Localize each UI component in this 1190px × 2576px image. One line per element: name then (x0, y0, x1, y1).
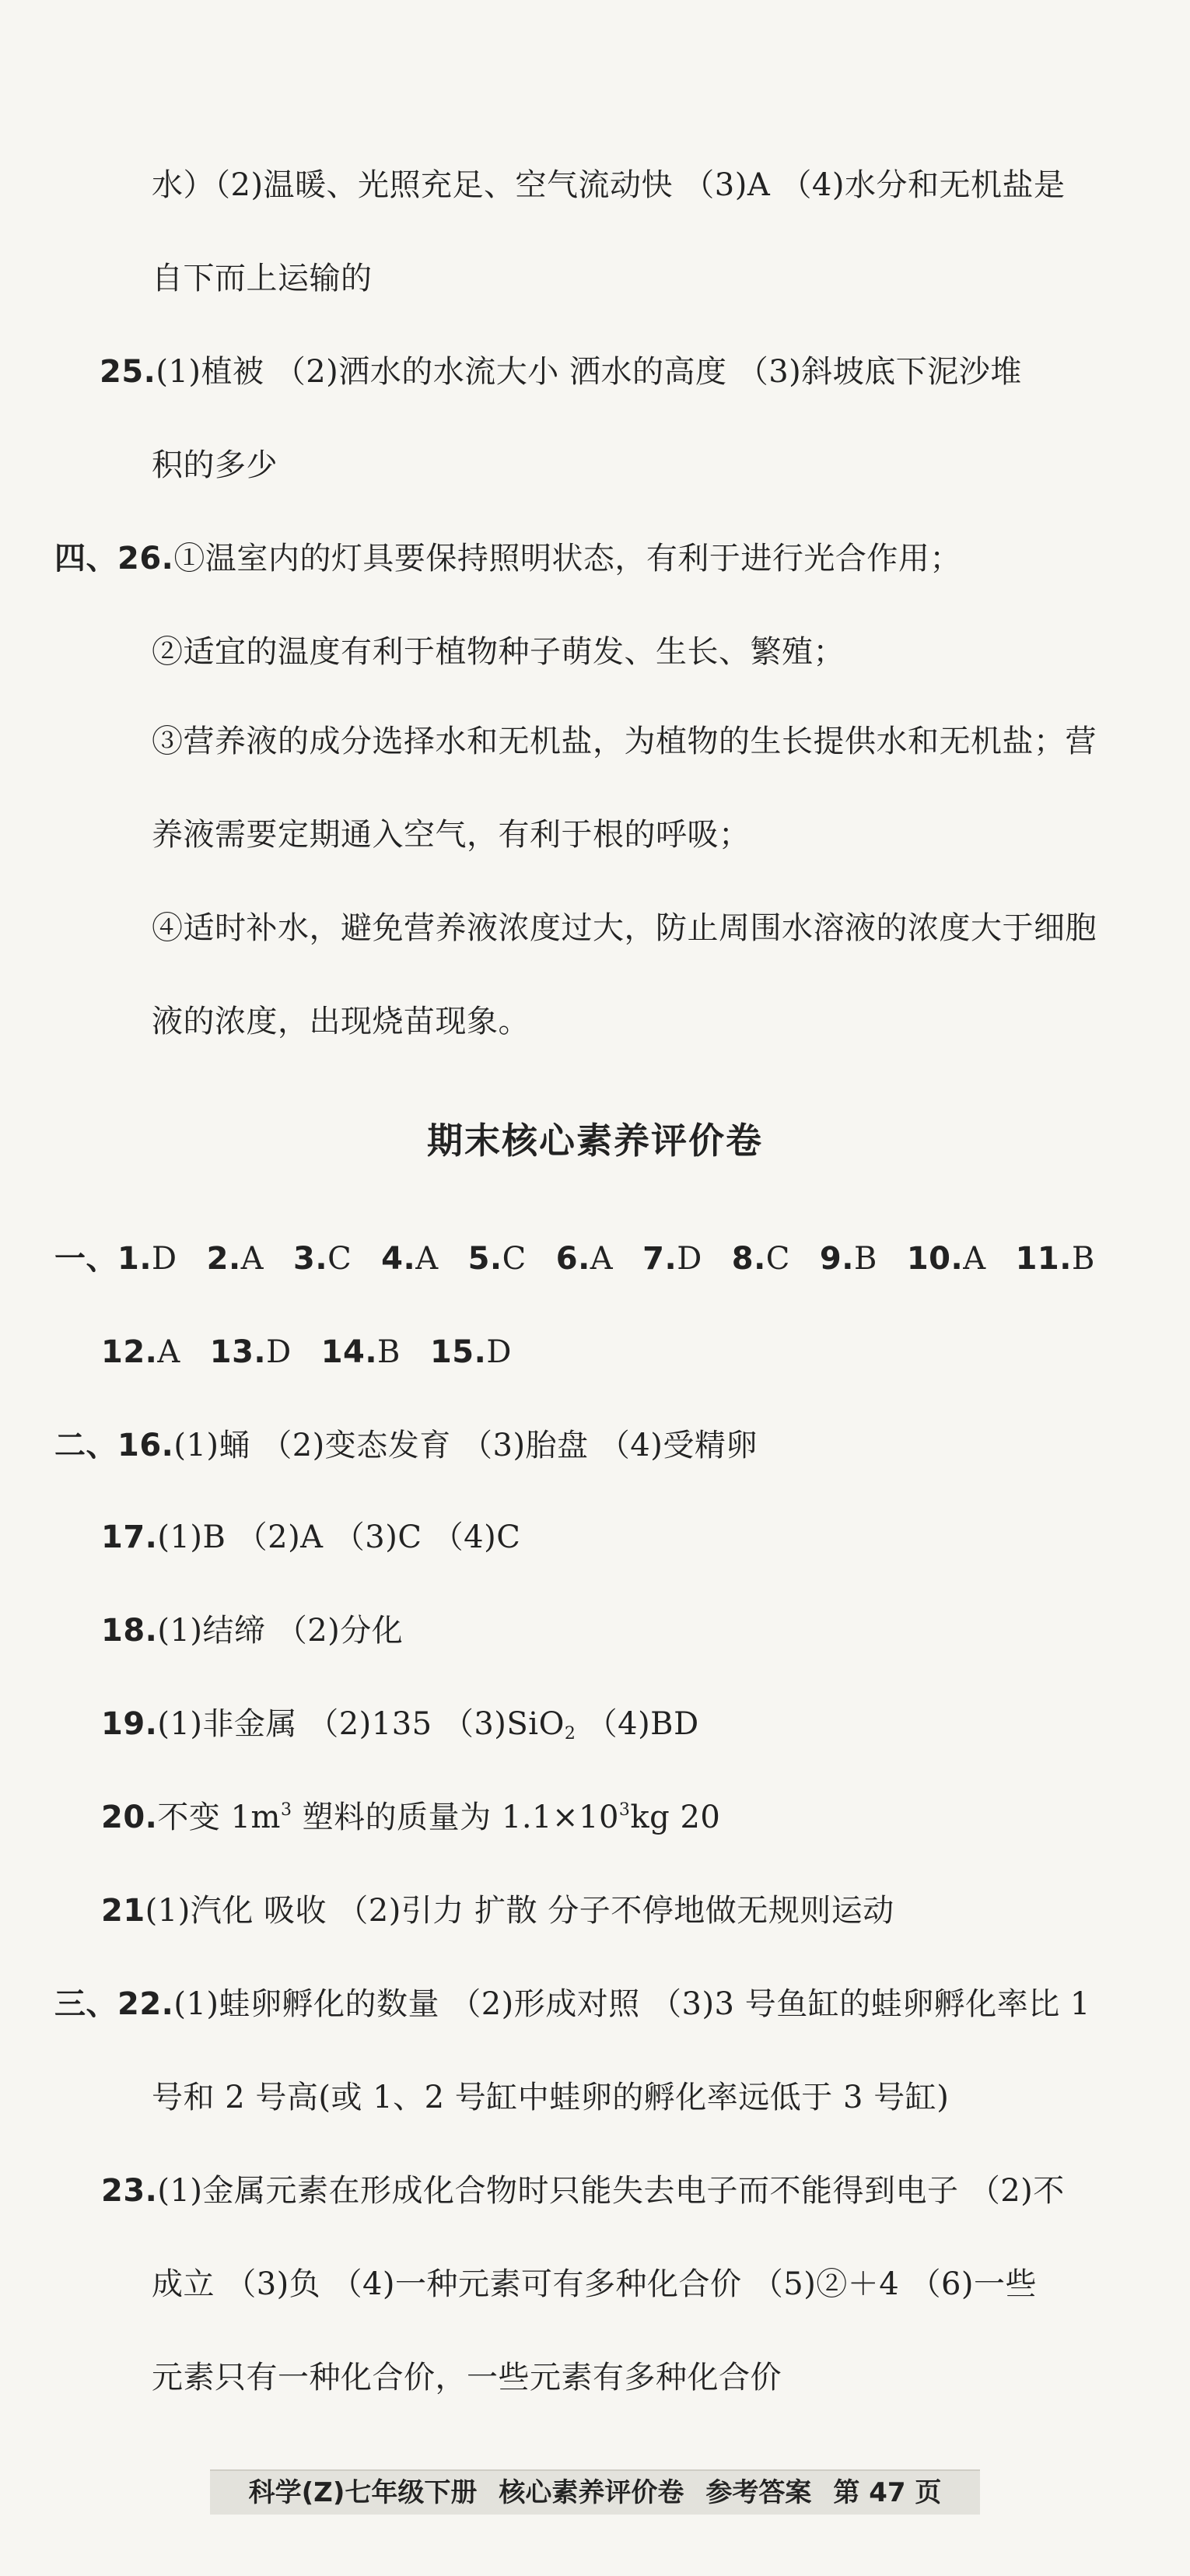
mc-item: 5.C (467, 1241, 527, 1277)
footer-subject: 科学(Z)七年级下册 (248, 2477, 478, 2508)
answer-text: (1)B （2)A （3)C （4)C (157, 1519, 521, 1555)
mc-item: 3.C (293, 1241, 352, 1277)
question-number: 25. (100, 354, 156, 390)
answer-text: (1)植被 （2)洒水的水流大小 洒水的高度 （3)斜坡底下泥沙堆 (156, 354, 1022, 390)
page-footer (210, 2469, 980, 2515)
q23-line-3: 元素只有一种化合价，一些元素有多种化合价 (152, 2360, 782, 2396)
answer-text: kg 20 (630, 1800, 721, 1835)
mc-row-1 (54, 1237, 1095, 1281)
q26-line-6: 液的浓度，出现烧苗现象。 (152, 1004, 530, 1039)
subscript: 2 (564, 1724, 576, 1744)
q25-line-2: 积的多少 (152, 447, 278, 483)
question-number: 23. (101, 2173, 158, 2209)
q22-line-1 (54, 1982, 1090, 2026)
answer-text: 不变 1m (157, 1800, 281, 1835)
answer-text: (1)结缔 （2)分化 (157, 1613, 404, 1649)
mc-item: 7.D (642, 1241, 702, 1277)
mc-item: 4.A (381, 1241, 439, 1277)
q26-line-5: ④适时补水，避免营养液浓度过大，防止周围水溶液的浓度大于细胞 (152, 910, 1097, 946)
answer-text: (1)蛹 （2)变态发育 （3)胎盘 （4)受精卵 (173, 1428, 758, 1463)
answer-text: (1)汽化 吸收 （2)引力 扩散 分子不停地做无规则运动 (145, 1893, 894, 1929)
mc-item: 2.A (206, 1241, 264, 1277)
q23-line-2: 成立 （3)负 （4)一种元素可有多种化合价 （5)②＋4 （6)一些 (152, 2266, 1038, 2302)
q20-line (101, 1796, 720, 1839)
footer-label: 参考答案 (705, 2477, 812, 2508)
mc-item: 1.D (117, 1241, 177, 1277)
question-number: 17. (101, 1519, 158, 1555)
q16-line (54, 1424, 758, 1467)
q26-line-2: ②适宜的温度有利于植物种子萌发、生长、繁殖； (152, 634, 845, 670)
question-number: 21 (101, 1893, 145, 1929)
answer-text: (1)非金属 （2)135 （3)SiO (157, 1706, 565, 1742)
q23-line-1 (101, 2169, 1065, 2213)
question-number: 18. (101, 1613, 158, 1649)
mc-item: 15.D (429, 1334, 512, 1370)
superscript: 3 (618, 1800, 631, 1820)
mc-item: 12.A (101, 1334, 180, 1370)
mc-item: 8.C (731, 1241, 790, 1277)
mc-item: 9.B (819, 1241, 877, 1277)
question-number: 二、16. (54, 1428, 174, 1463)
answer-text: （4)BD (576, 1706, 699, 1742)
q18-line (101, 1609, 403, 1652)
q17-line (101, 1516, 520, 1559)
answer-text: (1)蛙卵孵化的数量 （2)形成对照 （3)3 号鱼缸的蛙卵孵化率比 1 (173, 1986, 1090, 2022)
q19-line (101, 1702, 699, 1746)
q22-line-2: 号和 2 号高(或 1、2 号缸中蛙卵的孵化率远低于 3 号缸) (152, 2080, 950, 2115)
final-exam-title: 期末核心素养评价卷 (427, 1120, 763, 1162)
question-number: 20. (101, 1800, 158, 1835)
mc-item: 13.D (209, 1334, 292, 1370)
question-number: 四、26. (54, 541, 174, 577)
mc-item: 14.B (320, 1334, 401, 1370)
question-number: 19. (101, 1706, 158, 1742)
section-prefix: 一、 (54, 1241, 117, 1277)
q24-line-2: 水）（2)温暖、光照充足、空气流动快 （3)A （4)水分和无机盐是 (152, 167, 1066, 203)
mc-row-2 (101, 1330, 541, 1374)
q26-line-4: 养液需要定期通入空气，有利于根的呼吸； (152, 817, 751, 853)
mc-item: 11.B (1015, 1241, 1095, 1277)
mc-item: 10.A (906, 1241, 986, 1277)
footer-page-number: 第 47 页 (833, 2477, 942, 2508)
mc-item: 6.A (555, 1241, 614, 1277)
question-number: 三、22. (54, 1986, 174, 2022)
answer-text: (1)金属元素在形成化合物时只能失去电子而不能得到电子 （2)不 (157, 2173, 1065, 2209)
q21-line (101, 1889, 894, 1933)
answer-text: ①温室内的灯具要保持照明状态，有利于进行光合作用； (173, 541, 961, 577)
q26-line-3: ③营养液的成分选择水和无机盐，为植物的生长提供水和无机盐；营 (152, 724, 1097, 759)
q24-line-3: 自下而上运输的 (152, 261, 373, 296)
q26-line-1 (54, 537, 961, 580)
q25-line-1 (100, 350, 1022, 394)
answer-text: 塑料的质量为 1.1×10 (292, 1800, 619, 1835)
superscript: 3 (280, 1800, 292, 1820)
footer-series: 核心素养评价卷 (499, 2477, 684, 2508)
